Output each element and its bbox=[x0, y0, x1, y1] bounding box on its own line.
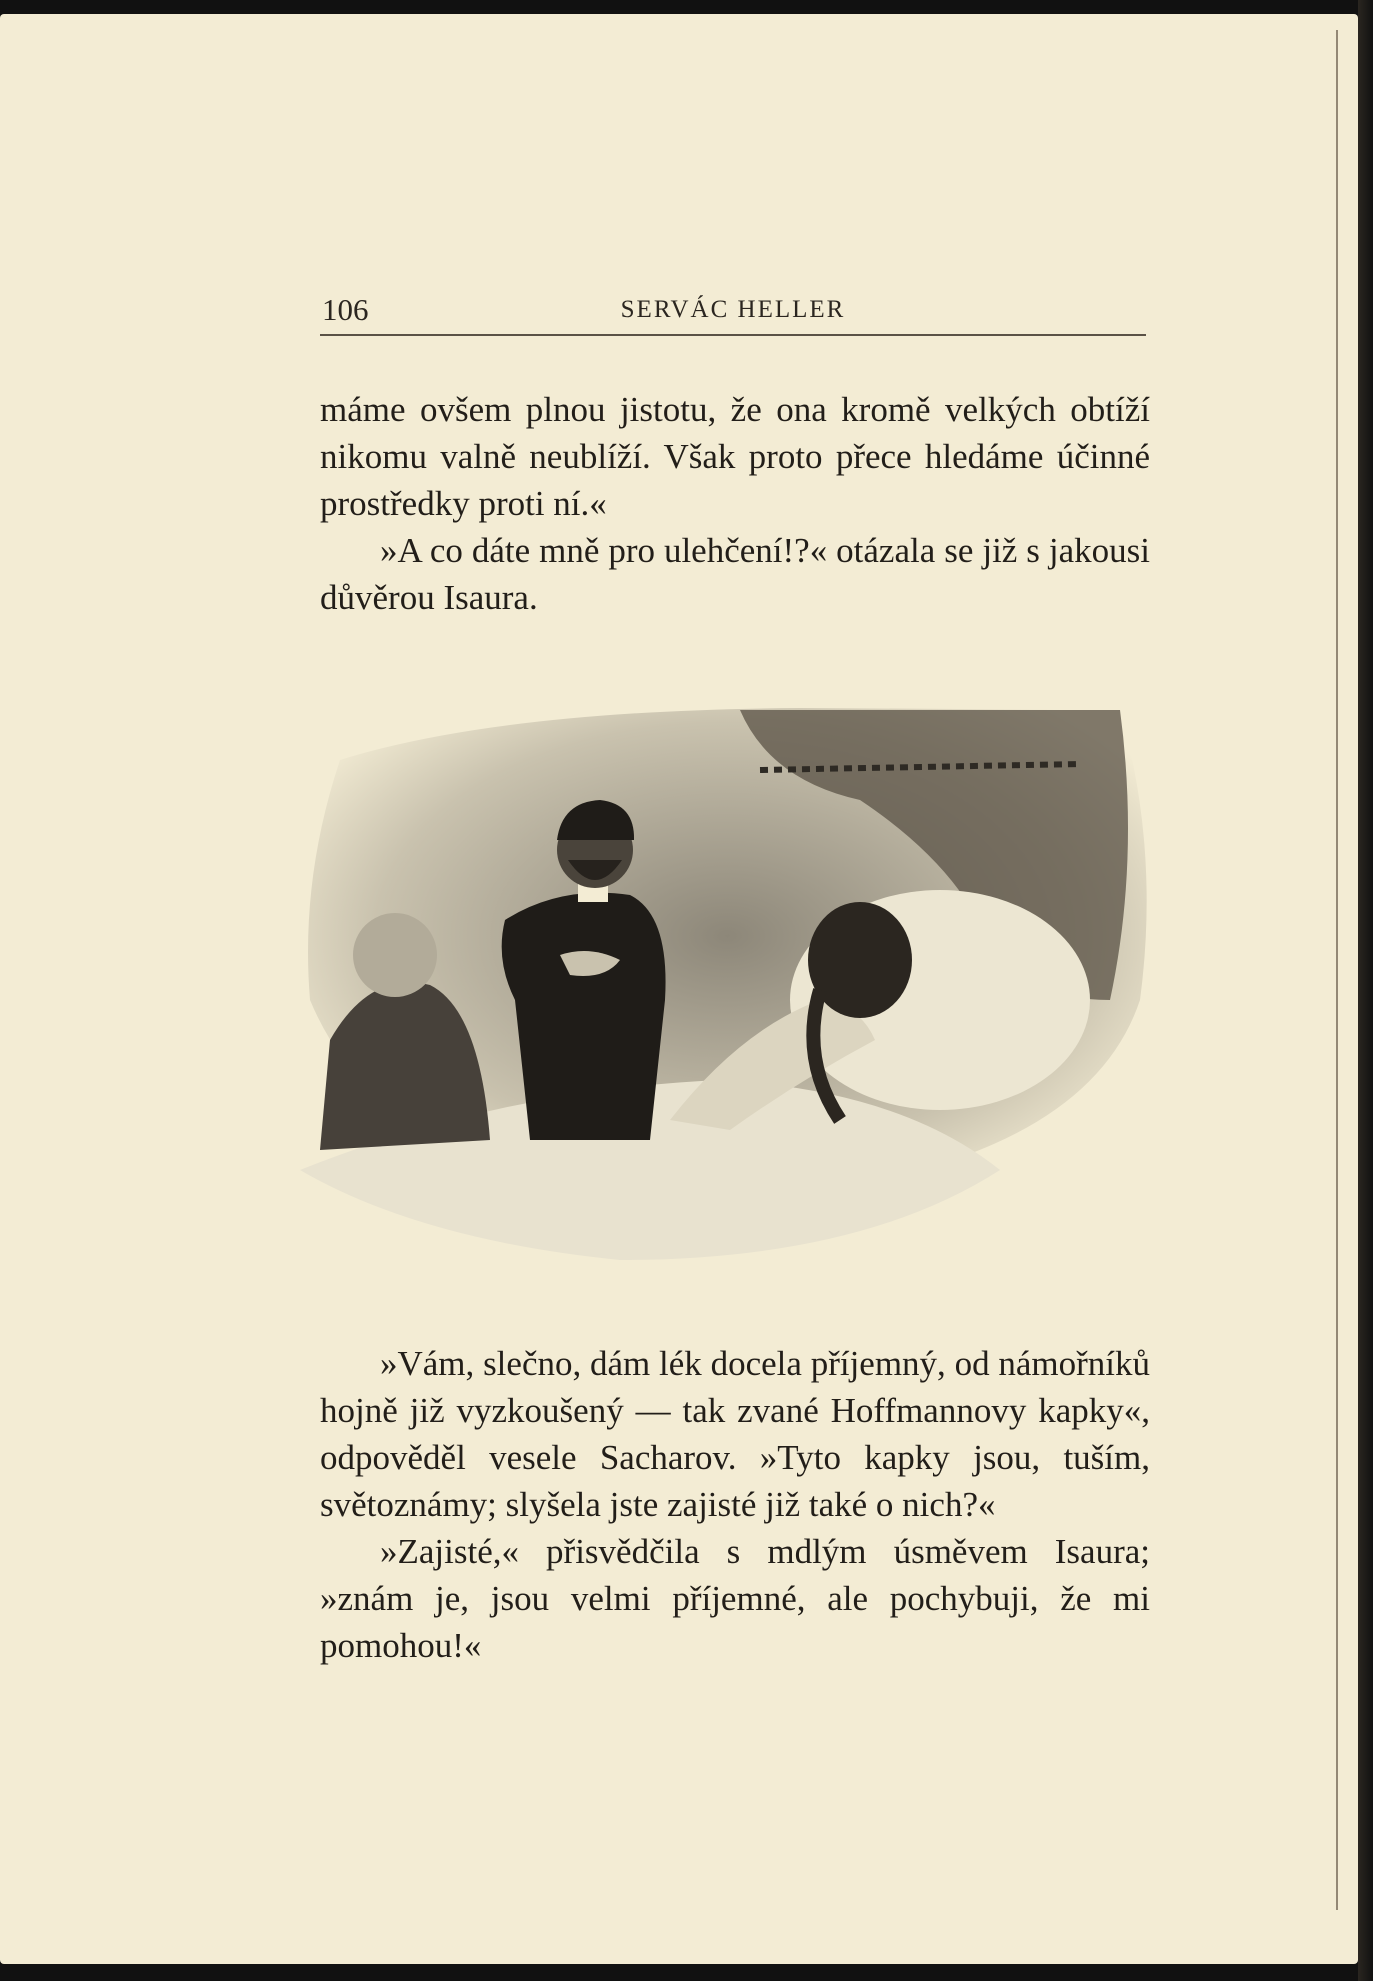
page-edge-shadow bbox=[1358, 0, 1373, 1981]
engraving-illustration bbox=[300, 700, 1160, 1300]
doctor-body bbox=[502, 893, 666, 1140]
text-block-bottom bbox=[320, 1340, 1150, 1669]
paragraph: »A co dáte mně pro ulehčení!?« otázala se již s jakousi důvěrou Isaura. bbox=[320, 531, 1150, 617]
page-number: 106 bbox=[322, 292, 369, 327]
old-woman-head bbox=[353, 913, 437, 997]
paragraph: »Vám, slečno, dám lék docela příjemný, od námořníků hojně již vyzkoušený — tak zvané Hoffmannovy kapky«, odpověděl vesele Sacharov. »Tyto kapky jsou, tuším, světoznámy; slyšela jste zajisté již také o nich?« bbox=[320, 1344, 1150, 1524]
running-header bbox=[320, 288, 1146, 336]
paragraph: »Zajisté,« přisvědčila s mdlým úsměvem Isaura; »znám je, jsou velmi příjemné, ale pochybuji, že mi pomohou!« bbox=[320, 1532, 1150, 1665]
text-block-top bbox=[320, 386, 1150, 621]
binding-edge bbox=[1336, 30, 1338, 1910]
running-title: SERVÁC HELLER bbox=[620, 296, 846, 323]
paragraph: máme ovšem plnou jistotu, že ona kromě velkých obtíží nikomu valně neublíží. Však proto přece hledáme účinné prostředky proti ní.« bbox=[320, 390, 1150, 523]
